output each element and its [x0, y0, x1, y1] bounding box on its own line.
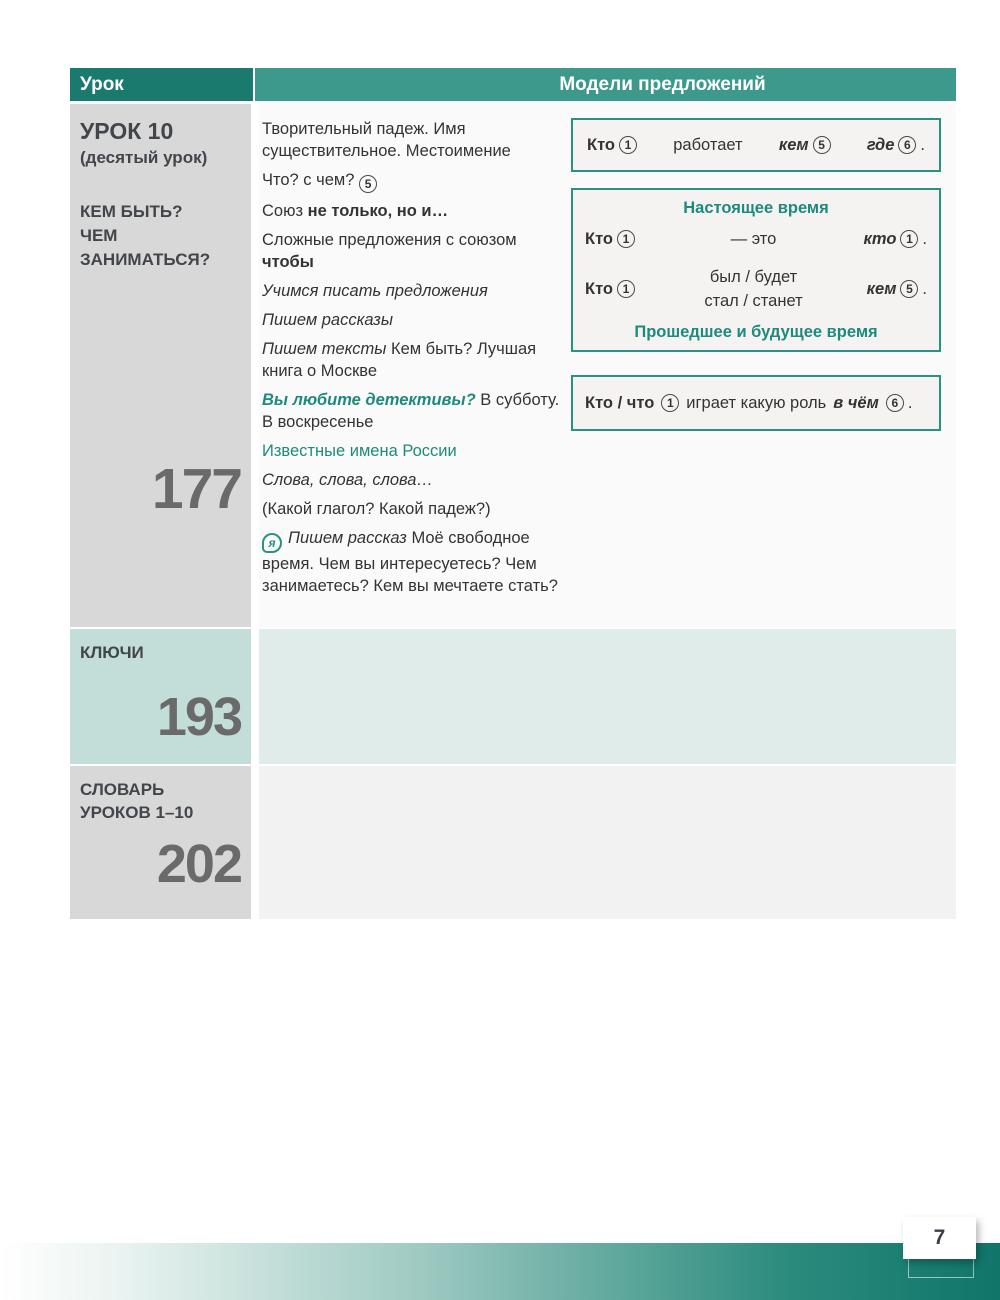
lesson-content-cell: [259, 104, 956, 627]
lesson-theme-line: ЗАНИМАТЬСЯ?: [80, 250, 211, 269]
toc-text-segment: Слова, слова, слова…: [262, 471, 433, 489]
vocabulary-info-cell: [70, 766, 251, 919]
toc-text-segment: Союз: [262, 202, 308, 220]
vocabulary-label-line: СЛОВАРЬ: [80, 780, 165, 799]
vocabulary-row: [70, 766, 956, 919]
keys-content-cell: [259, 629, 956, 764]
model-word: где: [866, 135, 895, 154]
model-word: Кто: [585, 229, 614, 248]
header-models-label: Модели предложений: [559, 73, 766, 95]
circled-number: 1: [619, 136, 637, 154]
model-box-byt: [571, 188, 941, 352]
model-period: .: [907, 393, 913, 412]
model-verb-line: стал / станет: [704, 292, 803, 311]
model-verbs: [670, 265, 837, 313]
toc-item: [262, 309, 560, 331]
model-word: Кто: [587, 135, 616, 154]
lesson-subtitle: (десятый урок): [80, 148, 208, 167]
model-link: — это: [730, 229, 777, 248]
footer-gradient-bar: [0, 1243, 1000, 1300]
toc-item: [262, 280, 560, 302]
model-object: [837, 280, 927, 299]
vocabulary-label-line: УРОКОВ 1–10: [80, 803, 194, 822]
keys-info-cell: [70, 629, 251, 764]
header-lesson-label: Урок: [80, 73, 124, 95]
toc-text-segment: Сложные предложения с союзом: [262, 231, 517, 249]
model-subject: [585, 280, 670, 299]
circled-number: 1: [617, 230, 635, 248]
toc-text-segment: В субботу. В воскресенье: [262, 391, 560, 431]
circled-number: 6: [898, 136, 916, 154]
lesson-info-cell: [70, 104, 251, 627]
toc-item: [262, 469, 560, 491]
toc-item: [262, 389, 560, 433]
model-word: кем: [866, 279, 897, 298]
circled-number: 1: [661, 394, 679, 412]
circled-number: 1: [900, 230, 918, 248]
page-number-card: [903, 1217, 976, 1259]
model-object: в чём: [833, 393, 879, 412]
model-word: кем: [778, 135, 809, 154]
model-subject: [585, 230, 670, 249]
model-subject: Кто / что: [585, 393, 655, 412]
toc-item: [262, 118, 560, 162]
model-verb-line: был / будет: [709, 268, 798, 287]
tense-title-past-future: Прошедшее и будущее время: [634, 323, 878, 341]
circled-number: 5: [359, 175, 377, 193]
model-verb-phrase: играет какую роль: [686, 393, 827, 412]
model-object: [837, 230, 927, 249]
column-gap: [251, 766, 259, 919]
toc-text-segment: Учимся писать предложения: [262, 282, 488, 300]
ya-speech-icon: я: [262, 533, 282, 553]
toc-item: [262, 169, 560, 193]
toc-text-segment: Что? с чем?: [262, 171, 360, 189]
model-subject: [587, 136, 637, 155]
circled-number: 6: [886, 394, 904, 412]
lesson-title: УРОК 10: [80, 118, 174, 144]
toc-item: [262, 440, 560, 462]
contents-table: [70, 68, 956, 919]
keys-label: КЛЮЧИ: [80, 643, 144, 662]
tense-title-present: Настоящее время: [683, 199, 829, 217]
header-cell-models: [255, 68, 956, 101]
column-gap: [251, 629, 259, 764]
model-word: Кто: [585, 279, 614, 298]
model-box-rol: [571, 375, 941, 431]
toc-text-segment: Известные имена России: [262, 442, 457, 460]
toc-text-segment: Кем быть? Лучшая книга о Москве: [262, 340, 537, 380]
model-row: [585, 220, 927, 259]
page-number: 7: [933, 1226, 946, 1249]
model-object: [867, 136, 925, 155]
lesson-10-row: [70, 104, 956, 627]
toc-text-segment: Пишем рассказ: [288, 529, 412, 547]
toc-text-segment: (Какой глагол? Какой падеж?): [262, 500, 491, 518]
toc-item: [262, 527, 560, 597]
vocabulary-content-cell: [259, 766, 956, 919]
lesson-page-number: 177: [151, 457, 241, 521]
toc-text-segment: Пишем тексты: [262, 340, 391, 358]
toc-item: [262, 229, 560, 273]
model-object-num: [886, 394, 913, 413]
toc-item: [262, 338, 560, 382]
toc-text-segment: Пишем рассказы: [262, 311, 393, 329]
model-period: .: [920, 135, 925, 154]
keys-page-number: 193: [156, 687, 241, 747]
sentence-models: [571, 118, 941, 431]
lesson-theme-line: КЕМ БЫТЬ?: [80, 202, 183, 221]
toc-text-segment: Вы любите детективы?: [262, 391, 481, 409]
model-period: .: [922, 229, 927, 248]
toc-text-segment: не только, но и…: [307, 202, 449, 220]
column-gap: [251, 104, 259, 627]
toc-item: [262, 498, 560, 520]
lesson-theme-line: ЧЕМ: [80, 226, 118, 245]
toc-text-segment: Творительный падеж. Имя существительное. Местоимение: [262, 120, 511, 160]
toc-text-segment: Моё свободное время. Чем вы интересуетесь? Чем занимаетесь? Кем вы мечтаете стать?: [262, 529, 558, 595]
model-word: кто: [863, 229, 897, 248]
model-period: .: [922, 279, 927, 298]
model-object: [779, 136, 831, 155]
table-header-row: [70, 68, 956, 101]
circled-number: 5: [900, 280, 918, 298]
toc-item: [262, 200, 560, 222]
vocabulary-page-number: 202: [156, 834, 241, 894]
lesson-topics-list: [262, 118, 560, 604]
circled-number: 5: [813, 136, 831, 154]
circled-number: 1: [617, 280, 635, 298]
keys-row: [70, 629, 956, 764]
model-row: [585, 259, 927, 320]
header-cell-lesson: [70, 68, 253, 101]
toc-text-segment: чтобы: [262, 253, 314, 271]
model-box-rabotaet: [571, 118, 941, 172]
model-verb: работает: [673, 135, 743, 154]
lesson-theme: [80, 200, 241, 272]
